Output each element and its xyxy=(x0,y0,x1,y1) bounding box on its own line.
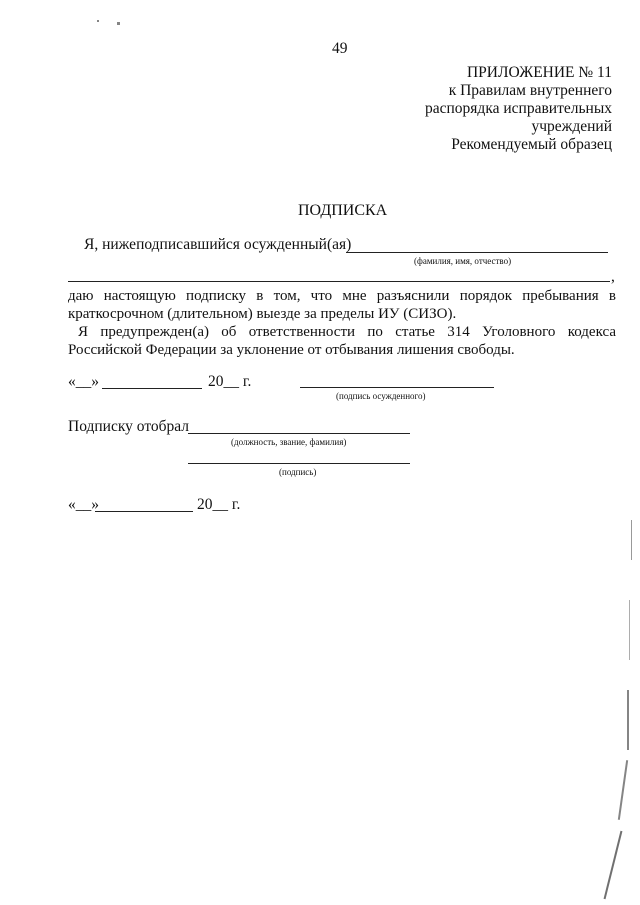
convict-signature-line xyxy=(300,387,494,388)
receiver-label: Подписку отобрал xyxy=(68,418,190,435)
receiver-position-caption: (должность, звание, фамилия) xyxy=(231,437,347,447)
date-month-line-2 xyxy=(95,511,193,512)
body-line-2: краткосрочном (длительном) выезде за пределы ИУ (СИЗО). xyxy=(68,306,457,322)
document-title: ПОДПИСКА xyxy=(298,202,388,219)
appendix-title: ПРИЛОЖЕНИЕ № 11 xyxy=(466,64,612,81)
receiver-position-line xyxy=(188,433,410,434)
date-month-line-1 xyxy=(102,388,202,389)
comma: , xyxy=(611,268,615,285)
date-year-2: 20__ г. xyxy=(197,496,241,513)
appendix-line-2: распорядка исправительных xyxy=(425,100,612,117)
body-line-4: Российской Федерации за уклонение от отбывания лишения свободы. xyxy=(68,342,515,358)
receiver-signature-line xyxy=(188,463,410,464)
date-day-2: «__» xyxy=(68,496,99,513)
fio-caption: (фамилия, имя, отчество) xyxy=(414,256,512,266)
receiver-signature-caption: (подпись) xyxy=(279,467,317,477)
date-year-1: 20__ г. xyxy=(208,373,252,390)
appendix-line-3: учреждений xyxy=(531,118,612,135)
appendix-header xyxy=(425,64,612,154)
page-number: 49 xyxy=(332,40,348,57)
fio-continuation-line xyxy=(68,281,610,282)
body-line-3: Я предупрежден(а) об ответственности по статье 314 Уголовного кодекса xyxy=(78,324,616,340)
fio-field-line xyxy=(346,252,608,253)
sample-note: Рекомендуемый образец xyxy=(451,136,612,153)
intro-text: Я, нижеподписавшийся осужденный(ая) xyxy=(84,236,352,253)
convict-signature-caption: (подпись осужденного) xyxy=(336,391,426,401)
appendix-line-1: к Правилам внутреннего xyxy=(448,82,612,99)
body-line-1: даю настоящую подписку в том, что мне разъяснили порядок пребывания в xyxy=(68,288,616,304)
date-day-1: «__» xyxy=(68,373,99,390)
